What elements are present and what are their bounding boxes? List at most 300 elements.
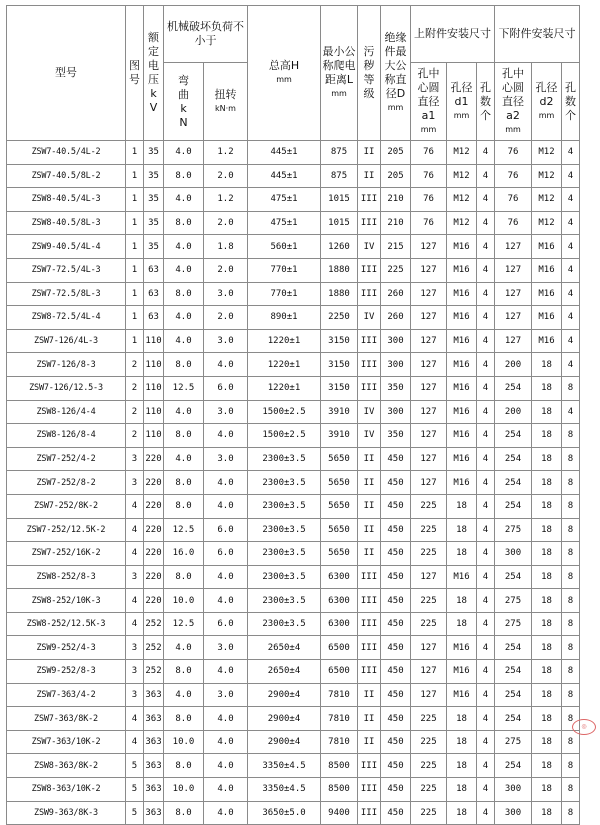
cell-hole-upper: M16 xyxy=(447,565,477,589)
cell-creepage: 9400 xyxy=(321,801,358,825)
cell-diameter: 450 xyxy=(381,589,411,613)
cell-creepage: 8500 xyxy=(321,754,358,778)
cell-figure: 2 xyxy=(126,424,144,448)
table-row xyxy=(7,801,580,825)
cell-model: ZSW7-126/8-3 xyxy=(7,353,126,377)
cell-height: 475±1 xyxy=(248,188,321,212)
cell-torsion: 2.0 xyxy=(204,211,248,235)
cell-hole-upper: M16 xyxy=(447,471,477,495)
table-row xyxy=(7,565,580,589)
cell-model: ZSW7-363/10K-2 xyxy=(7,730,126,754)
cell-figure: 3 xyxy=(126,471,144,495)
cell-hole-upper: 18 xyxy=(447,754,477,778)
cell-torsion: 4.0 xyxy=(204,730,248,754)
cell-torsion: 1.8 xyxy=(204,235,248,259)
cell-figure: 4 xyxy=(126,589,144,613)
cell-voltage: 252 xyxy=(144,636,164,660)
cell-figure: 2 xyxy=(126,353,144,377)
cell-count-lower: 4 xyxy=(562,353,580,377)
cell-hole-upper: M16 xyxy=(447,660,477,684)
cell-height: 3350±4.5 xyxy=(248,778,321,802)
cell-torsion: 4.0 xyxy=(204,707,248,731)
cell-count-lower: 8 xyxy=(562,471,580,495)
cell-hole-lower: 18 xyxy=(532,542,562,566)
cell-hole-upper: 18 xyxy=(447,542,477,566)
table-row xyxy=(7,636,580,660)
cell-voltage: 35 xyxy=(144,141,164,165)
cell-hole-lower: 18 xyxy=(532,353,562,377)
cell-torsion: 3.0 xyxy=(204,400,248,424)
cell-figure: 1 xyxy=(126,282,144,306)
cell-creepage: 3150 xyxy=(321,376,358,400)
cell-height: 2900±4 xyxy=(248,683,321,707)
cell-voltage: 35 xyxy=(144,164,164,188)
table-row xyxy=(7,778,580,802)
cell-creepage: 1260 xyxy=(321,235,358,259)
cell-count-upper: 4 xyxy=(477,424,495,448)
cell-count-upper: 4 xyxy=(477,778,495,802)
cell-count-upper: 4 xyxy=(477,447,495,471)
cell-diameter: 225 xyxy=(381,258,411,282)
cell-model: ZSW8-252/10K-3 xyxy=(7,589,126,613)
cell-diameter: 450 xyxy=(381,494,411,518)
cell-torsion: 2.0 xyxy=(204,258,248,282)
cell-hole-lower: 18 xyxy=(532,376,562,400)
cell-pcd-upper: 225 xyxy=(411,801,447,825)
cell-figure: 1 xyxy=(126,235,144,259)
cell-count-lower: 8 xyxy=(562,707,580,731)
cell-hole-lower: 18 xyxy=(532,518,562,542)
header-pollution: 污秽等级 xyxy=(358,6,381,141)
cell-diameter: 450 xyxy=(381,612,411,636)
cell-figure: 1 xyxy=(126,306,144,330)
cell-torsion: 6.0 xyxy=(204,518,248,542)
cell-model: ZSW8-363/8K-2 xyxy=(7,754,126,778)
cell-count-upper: 4 xyxy=(477,683,495,707)
cell-pcd-upper: 127 xyxy=(411,400,447,424)
cell-bending: 12.5 xyxy=(164,612,204,636)
cell-pcd-upper: 127 xyxy=(411,636,447,660)
cell-hole-upper: M12 xyxy=(447,188,477,212)
cell-pcd-upper: 127 xyxy=(411,660,447,684)
cell-bending: 12.5 xyxy=(164,518,204,542)
cell-hole-lower: M12 xyxy=(532,164,562,188)
cell-pcd-lower: 127 xyxy=(495,258,532,282)
cell-voltage: 63 xyxy=(144,258,164,282)
cell-model: ZSW9-40.5/4L-4 xyxy=(7,235,126,259)
cell-creepage: 6500 xyxy=(321,636,358,660)
cell-voltage: 220 xyxy=(144,542,164,566)
cell-pollution: II xyxy=(358,518,381,542)
cell-bending: 10.0 xyxy=(164,778,204,802)
cell-hole-lower: 18 xyxy=(532,447,562,471)
header-model: 型号 xyxy=(7,6,126,141)
cell-pcd-upper: 225 xyxy=(411,707,447,731)
cell-pollution: II xyxy=(358,542,381,566)
cell-count-upper: 4 xyxy=(477,282,495,306)
cell-diameter: 215 xyxy=(381,235,411,259)
cell-pcd-upper: 127 xyxy=(411,424,447,448)
cell-count-lower: 8 xyxy=(562,730,580,754)
cell-torsion: 1.2 xyxy=(204,141,248,165)
table-row xyxy=(7,754,580,778)
cell-model: ZSW8-40.5/4L-3 xyxy=(7,188,126,212)
cell-model: ZSW8-252/12.5K-3 xyxy=(7,612,126,636)
cell-height: 2300±3.5 xyxy=(248,565,321,589)
cell-figure: 5 xyxy=(126,801,144,825)
cell-hole-lower: M16 xyxy=(532,282,562,306)
cell-bending: 4.0 xyxy=(164,258,204,282)
cell-pollution: IV xyxy=(358,235,381,259)
cell-hole-lower: M16 xyxy=(532,306,562,330)
cell-creepage: 6300 xyxy=(321,565,358,589)
cell-count-lower: 4 xyxy=(562,141,580,165)
cell-bending: 4.0 xyxy=(164,683,204,707)
table-row xyxy=(7,542,580,566)
cell-diameter: 210 xyxy=(381,211,411,235)
cell-count-upper: 4 xyxy=(477,565,495,589)
cell-torsion: 3.0 xyxy=(204,329,248,353)
cell-count-lower: 4 xyxy=(562,235,580,259)
cell-pollution: III xyxy=(358,660,381,684)
cell-bending: 8.0 xyxy=(164,471,204,495)
header-count-upper: 孔数个 xyxy=(477,63,495,141)
cell-figure: 1 xyxy=(126,329,144,353)
cell-count-upper: 4 xyxy=(477,518,495,542)
cell-height: 1500±2.5 xyxy=(248,400,321,424)
cell-creepage: 5650 xyxy=(321,494,358,518)
cell-bending: 8.0 xyxy=(164,660,204,684)
cell-count-upper: 4 xyxy=(477,636,495,660)
cell-count-lower: 4 xyxy=(562,258,580,282)
cell-diameter: 450 xyxy=(381,754,411,778)
cell-pollution: III xyxy=(358,211,381,235)
header-count-lower: 孔数个 xyxy=(562,63,580,141)
cell-pcd-lower: 275 xyxy=(495,612,532,636)
header-creepage: 最小公称爬电距离L mm xyxy=(321,6,358,141)
cell-pollution: III xyxy=(358,282,381,306)
cell-voltage: 363 xyxy=(144,778,164,802)
cell-count-upper: 4 xyxy=(477,612,495,636)
cell-count-lower: 8 xyxy=(562,376,580,400)
cell-torsion: 4.0 xyxy=(204,801,248,825)
header-hole-upper: 孔径d1 mm xyxy=(447,63,477,141)
cell-count-upper: 4 xyxy=(477,707,495,731)
cell-hole-upper: 18 xyxy=(447,518,477,542)
table-row xyxy=(7,235,580,259)
cell-height: 2300±3.5 xyxy=(248,612,321,636)
cell-height: 2300±3.5 xyxy=(248,471,321,495)
cell-pcd-lower: 127 xyxy=(495,282,532,306)
cell-bending: 8.0 xyxy=(164,164,204,188)
cell-diameter: 205 xyxy=(381,141,411,165)
cell-pollution: III xyxy=(358,589,381,613)
cell-pcd-lower: 127 xyxy=(495,306,532,330)
cell-pcd-upper: 127 xyxy=(411,353,447,377)
cell-diameter: 350 xyxy=(381,376,411,400)
cell-hole-lower: 18 xyxy=(532,471,562,495)
cell-count-upper: 4 xyxy=(477,141,495,165)
cell-creepage: 3910 xyxy=(321,424,358,448)
cell-figure: 4 xyxy=(126,730,144,754)
cell-pcd-upper: 225 xyxy=(411,754,447,778)
cell-creepage: 3150 xyxy=(321,353,358,377)
cell-creepage: 6500 xyxy=(321,660,358,684)
header-figure: 图号 xyxy=(126,6,144,141)
cell-pollution: III xyxy=(358,636,381,660)
cell-hole-lower: 18 xyxy=(532,778,562,802)
cell-pcd-upper: 127 xyxy=(411,683,447,707)
cell-pollution: II xyxy=(358,471,381,495)
cell-voltage: 363 xyxy=(144,754,164,778)
cell-pollution: IV xyxy=(358,424,381,448)
cell-hole-lower: 18 xyxy=(532,424,562,448)
cell-count-lower: 8 xyxy=(562,660,580,684)
cell-pcd-lower: 275 xyxy=(495,518,532,542)
cell-hole-upper: 18 xyxy=(447,707,477,731)
cell-pcd-upper: 225 xyxy=(411,542,447,566)
cell-figure: 2 xyxy=(126,376,144,400)
cell-hole-lower: 18 xyxy=(532,754,562,778)
cell-model: ZSW8-363/10K-2 xyxy=(7,778,126,802)
cell-voltage: 363 xyxy=(144,730,164,754)
cell-creepage: 1880 xyxy=(321,282,358,306)
table-row xyxy=(7,188,580,212)
cell-count-lower: 8 xyxy=(562,636,580,660)
cell-bending: 4.0 xyxy=(164,447,204,471)
cell-count-lower: 8 xyxy=(562,542,580,566)
cell-creepage: 5650 xyxy=(321,471,358,495)
cell-bending: 4.0 xyxy=(164,141,204,165)
cell-pollution: II xyxy=(358,730,381,754)
cell-bending: 4.0 xyxy=(164,188,204,212)
table-row xyxy=(7,376,580,400)
cell-count-lower: 8 xyxy=(562,778,580,802)
cell-count-upper: 4 xyxy=(477,542,495,566)
header-hole-lower: 孔径d2 mm xyxy=(532,63,562,141)
cell-pcd-lower: 254 xyxy=(495,683,532,707)
cell-height: 3650±5.0 xyxy=(248,801,321,825)
cell-figure: 1 xyxy=(126,141,144,165)
cell-model: ZSW7-72.5/8L-3 xyxy=(7,282,126,306)
cell-bending: 12.5 xyxy=(164,376,204,400)
table-row xyxy=(7,353,580,377)
cell-creepage: 8500 xyxy=(321,778,358,802)
cell-pcd-lower: 76 xyxy=(495,164,532,188)
cell-height: 2300±3.5 xyxy=(248,447,321,471)
cell-voltage: 63 xyxy=(144,282,164,306)
cell-figure: 4 xyxy=(126,542,144,566)
cell-bending: 8.0 xyxy=(164,565,204,589)
cell-count-upper: 4 xyxy=(477,471,495,495)
cell-pollution: III xyxy=(358,258,381,282)
cell-model: ZSW8-72.5/4L-4 xyxy=(7,306,126,330)
cell-diameter: 450 xyxy=(381,518,411,542)
cell-creepage: 7810 xyxy=(321,683,358,707)
cell-voltage: 110 xyxy=(144,424,164,448)
cell-pollution: II xyxy=(358,707,381,731)
cell-count-upper: 4 xyxy=(477,306,495,330)
cell-voltage: 110 xyxy=(144,329,164,353)
cell-height: 890±1 xyxy=(248,306,321,330)
cell-count-upper: 4 xyxy=(477,801,495,825)
cell-diameter: 260 xyxy=(381,306,411,330)
cell-creepage: 875 xyxy=(321,164,358,188)
cell-hole-upper: M16 xyxy=(447,329,477,353)
cell-hole-upper: M16 xyxy=(447,258,477,282)
cell-pollution: II xyxy=(358,683,381,707)
cell-count-lower: 4 xyxy=(562,282,580,306)
cell-pollution: II xyxy=(358,141,381,165)
cell-hole-upper: 18 xyxy=(447,801,477,825)
cell-model: ZSW7-40.5/4L-2 xyxy=(7,141,126,165)
cell-pcd-upper: 225 xyxy=(411,589,447,613)
header-torsion: 扭转 kN·m xyxy=(204,63,248,141)
table-row xyxy=(7,424,580,448)
cell-voltage: 252 xyxy=(144,612,164,636)
table-row xyxy=(7,164,580,188)
table-row xyxy=(7,258,580,282)
cell-pcd-upper: 225 xyxy=(411,518,447,542)
table-row xyxy=(7,211,580,235)
cell-hole-upper: M16 xyxy=(447,282,477,306)
cell-model: ZSW7-363/4-2 xyxy=(7,683,126,707)
cell-creepage: 5650 xyxy=(321,447,358,471)
cell-bending: 8.0 xyxy=(164,353,204,377)
cell-torsion: 4.0 xyxy=(204,471,248,495)
cell-model: ZSW9-252/4-3 xyxy=(7,636,126,660)
cell-height: 3350±4.5 xyxy=(248,754,321,778)
cell-creepage: 5650 xyxy=(321,518,358,542)
cell-pcd-lower: 254 xyxy=(495,754,532,778)
cell-hole-upper: M12 xyxy=(447,211,477,235)
cell-figure: 1 xyxy=(126,188,144,212)
cell-creepage: 1015 xyxy=(321,188,358,212)
cell-count-lower: 8 xyxy=(562,494,580,518)
cell-count-lower: 8 xyxy=(562,424,580,448)
cell-bending: 4.0 xyxy=(164,400,204,424)
cell-voltage: 252 xyxy=(144,660,164,684)
table-body xyxy=(7,141,580,825)
cell-model: ZSW7-40.5/8L-2 xyxy=(7,164,126,188)
table-row xyxy=(7,730,580,754)
cell-count-lower: 8 xyxy=(562,754,580,778)
header-diameter: 绝缘件最大公称直径D mm xyxy=(381,6,411,141)
cell-creepage: 6300 xyxy=(321,612,358,636)
cell-pcd-upper: 225 xyxy=(411,612,447,636)
cell-creepage: 1880 xyxy=(321,258,358,282)
cell-diameter: 450 xyxy=(381,801,411,825)
cell-count-upper: 4 xyxy=(477,730,495,754)
table-row xyxy=(7,612,580,636)
cell-model: ZSW7-252/4-2 xyxy=(7,447,126,471)
cell-pcd-lower: 300 xyxy=(495,778,532,802)
cell-torsion: 4.0 xyxy=(204,754,248,778)
cell-hole-lower: 18 xyxy=(532,565,562,589)
cell-pollution: III xyxy=(358,188,381,212)
cell-diameter: 450 xyxy=(381,542,411,566)
cell-pcd-lower: 254 xyxy=(495,447,532,471)
cell-pollution: II xyxy=(358,447,381,471)
cell-hole-upper: M16 xyxy=(447,683,477,707)
cell-count-upper: 4 xyxy=(477,353,495,377)
cell-height: 2900±4 xyxy=(248,707,321,731)
table-row xyxy=(7,494,580,518)
cell-bending: 10.0 xyxy=(164,730,204,754)
cell-diameter: 450 xyxy=(381,707,411,731)
cell-height: 2650±4 xyxy=(248,660,321,684)
cell-bending: 8.0 xyxy=(164,424,204,448)
cell-voltage: 363 xyxy=(144,683,164,707)
cell-voltage: 110 xyxy=(144,353,164,377)
cell-count-upper: 4 xyxy=(477,754,495,778)
cell-hole-upper: 18 xyxy=(447,494,477,518)
cell-voltage: 220 xyxy=(144,565,164,589)
cell-torsion: 2.0 xyxy=(204,164,248,188)
cell-figure: 1 xyxy=(126,164,144,188)
cell-pollution: III xyxy=(358,353,381,377)
cell-hole-upper: M12 xyxy=(447,164,477,188)
cell-bending: 8.0 xyxy=(164,211,204,235)
cell-diameter: 450 xyxy=(381,730,411,754)
cell-pcd-lower: 300 xyxy=(495,542,532,566)
cell-hole-lower: 18 xyxy=(532,400,562,424)
cell-count-upper: 4 xyxy=(477,235,495,259)
cell-torsion: 3.0 xyxy=(204,282,248,306)
cell-diameter: 450 xyxy=(381,565,411,589)
cell-pcd-lower: 127 xyxy=(495,329,532,353)
cell-height: 445±1 xyxy=(248,141,321,165)
cell-diameter: 450 xyxy=(381,471,411,495)
cell-hole-upper: M16 xyxy=(447,636,477,660)
cell-pcd-upper: 225 xyxy=(411,730,447,754)
header-height: 总高H mm xyxy=(248,6,321,141)
cell-model: ZSW7-252/12.5K-2 xyxy=(7,518,126,542)
cell-model: ZSW7-363/8K-2 xyxy=(7,707,126,731)
cell-model: ZSW8-126/8-4 xyxy=(7,424,126,448)
cell-count-upper: 4 xyxy=(477,400,495,424)
cell-creepage: 5650 xyxy=(321,542,358,566)
cell-pollution: III xyxy=(358,778,381,802)
cell-pollution: III xyxy=(358,329,381,353)
cell-hole-lower: M16 xyxy=(532,329,562,353)
cell-voltage: 220 xyxy=(144,471,164,495)
cell-bending: 4.0 xyxy=(164,636,204,660)
cell-figure: 1 xyxy=(126,258,144,282)
cell-pcd-upper: 127 xyxy=(411,376,447,400)
cell-voltage: 363 xyxy=(144,801,164,825)
cell-count-lower: 4 xyxy=(562,329,580,353)
cell-diameter: 300 xyxy=(381,400,411,424)
cell-pcd-lower: 254 xyxy=(495,636,532,660)
header-mech-load: 机械破坏负荷不小于 xyxy=(164,6,248,63)
cell-creepage: 3910 xyxy=(321,400,358,424)
cell-pollution: II xyxy=(358,494,381,518)
cell-hole-upper: 18 xyxy=(447,612,477,636)
cell-pcd-upper: 127 xyxy=(411,447,447,471)
cell-pcd-upper: 127 xyxy=(411,306,447,330)
cell-pcd-lower: 300 xyxy=(495,801,532,825)
cell-hole-lower: 18 xyxy=(532,636,562,660)
cell-count-upper: 4 xyxy=(477,589,495,613)
cell-figure: 5 xyxy=(126,778,144,802)
cell-count-upper: 4 xyxy=(477,329,495,353)
cell-hole-lower: 18 xyxy=(532,494,562,518)
cell-model: ZSW7-126/4L-3 xyxy=(7,329,126,353)
table-row xyxy=(7,683,580,707)
cell-pollution: III xyxy=(358,801,381,825)
cell-model: ZSW8-126/4-4 xyxy=(7,400,126,424)
